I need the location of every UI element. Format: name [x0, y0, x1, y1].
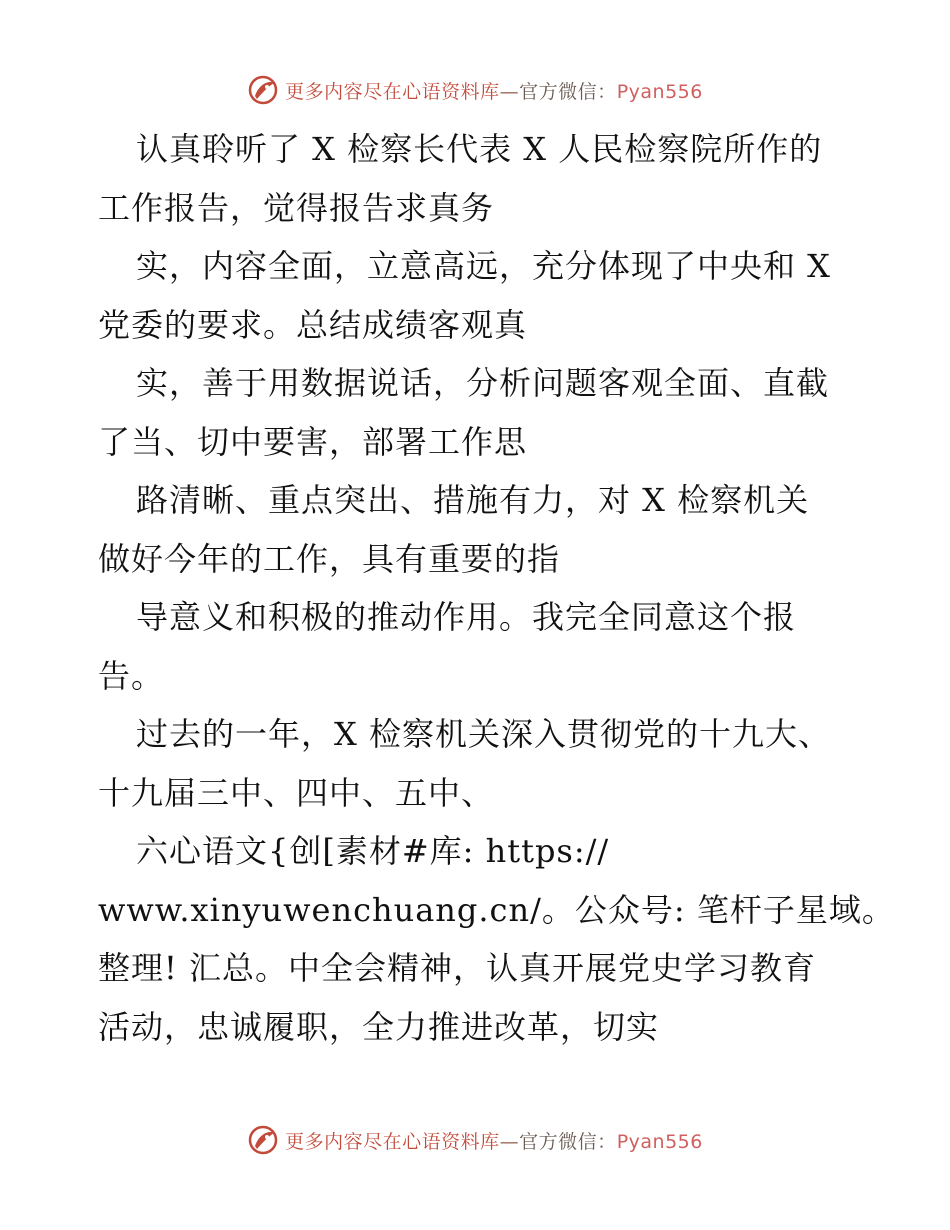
text-line: www.xinyuwenchuang.cn/。公众号: 笔杆子星域。 [98, 890, 895, 929]
pen-logo-icon [247, 74, 279, 106]
banner-text [285, 77, 703, 104]
banner-wechat-label: 官方微信： [519, 1130, 617, 1153]
text-line: 过去的一年，X 检察机关深入贯彻党的十九大、 [136, 715, 831, 753]
document-body [98, 120, 895, 1056]
text-line: 导意义和积极的推动作用。我完全同意这个报 [136, 598, 797, 636]
text-line: 整理! 汇总。中全会精神，认真开展党史学习教育 [98, 949, 817, 987]
banner-dash: — [499, 1130, 520, 1153]
footer-banner [0, 1120, 950, 1160]
banner-wechat-id: Pyan556 [616, 80, 703, 103]
pen-logo-icon [247, 1124, 279, 1156]
banner-main-text: 更多内容尽在心语资料库 [285, 1130, 500, 1153]
text-line: 实，内容全面，立意高远，充分体现了中央和 X [136, 247, 831, 285]
banner-wechat-label: 官方微信： [519, 80, 617, 103]
text-line: 党委的要求。总结成绩客观真 [98, 305, 528, 344]
banner-dash: — [499, 80, 520, 103]
text-line: 告。 [98, 656, 165, 695]
banner-text [285, 1127, 703, 1154]
text-line: 活动，忠诚履职，全力推进改革，切实 [98, 1007, 660, 1046]
text-line: 六心语文{创[素材#库: https:// [136, 832, 610, 870]
text-line: 工作报告，觉得报告求真务 [98, 188, 495, 227]
header-banner [0, 70, 950, 110]
banner-main-text: 更多内容尽在心语资料库 [285, 80, 500, 103]
text-line: 路清晰、重点突出、措施有力，对 X 检察机关 [136, 481, 810, 519]
banner-wechat-id: Pyan556 [616, 1130, 703, 1153]
text-line: 十九届三中、四中、五中、 [98, 773, 495, 812]
text-line: 认真聆听了 X 检察长代表 X 人民检察院所作的 [136, 130, 823, 168]
text-line: 做好今年的工作，具有重要的指 [98, 539, 561, 578]
text-line: 实，善于用数据说话，分析问题客观全面、直截 [136, 364, 830, 402]
text-line: 了当、切中要害，部署工作思 [98, 422, 528, 461]
